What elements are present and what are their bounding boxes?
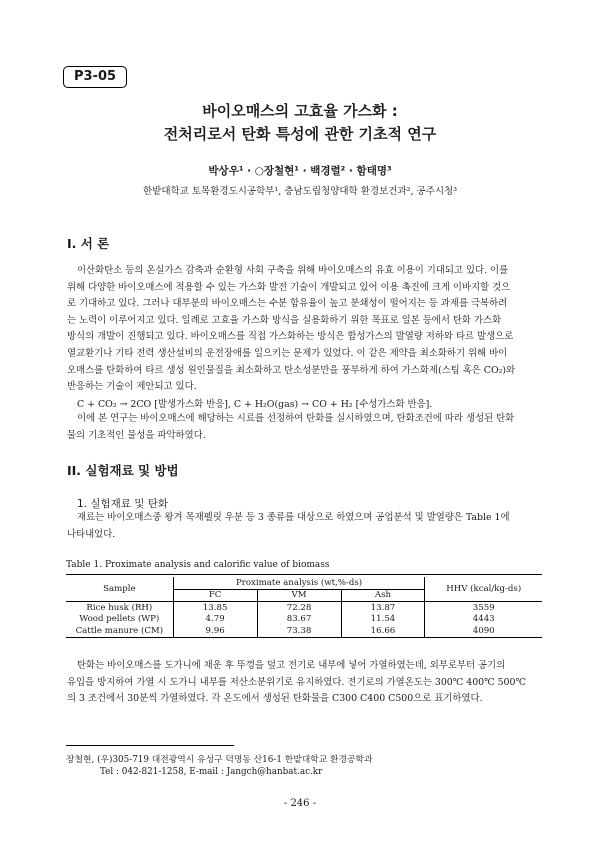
- text-line: 재료는 바이오매스중 왕겨 목재펠릿 우분 등 3 종류를 대상으로 하였으며 공업분석 및 발열량은 Table 1에: [77, 512, 510, 523]
- authors: 박상우¹ · ○장철현¹ · 백경렬² · 함태명³: [208, 165, 392, 177]
- table-header-vm: VM: [257, 589, 341, 602]
- carbonization-body: [67, 658, 537, 708]
- text-line: 탄화는 바이오매스를 도가니에 채운 후 뚜껑을 덮고 전기로 내부에 넣어 가열하였는데, 외부로부터 공기의: [77, 660, 506, 671]
- cell-vm: 83.67: [257, 614, 341, 626]
- text-line: 로 기대하고 있다. 그러나 대부분의 바이오매스는 수분 함유율이 높고 분쇄성이 떨어지는 등 과제를 극복하려: [67, 298, 508, 310]
- subsection-title: 1. 실험재료 및 탄화: [77, 498, 169, 510]
- paper-code-tag: P3-05: [63, 66, 127, 88]
- cell-hhv: 3559: [425, 602, 542, 614]
- table-row: [66, 614, 542, 626]
- cell-fc: 13.85: [173, 602, 257, 614]
- equation: C + CO₂ → 2CO [발생가스화 반응], C + H₂O(gas) → CO + H₂ [수성가스화 반응].: [77, 399, 433, 410]
- text-line: 이에 본 연구는 바이오매스에 해당하는 시료를 선정하여 탄화를 실시하였으며, 탄화조건에 따라 생성된 탄화: [77, 413, 515, 424]
- text-line: 위해 다양한 바이오매스에 적용할 수 있는 가스화 발전 기술이 개발되고 있어 이용 촉진에 크게 이바지할 것으: [67, 281, 511, 293]
- table-caption: Table 1. Proximate analysis and calorific value of biomass: [66, 560, 330, 570]
- table-header-proximate: Proximate analysis (wt,%-ds): [173, 577, 425, 589]
- introduction-body: [67, 263, 537, 396]
- table-header-sample: Sample: [103, 584, 136, 594]
- text-line: 나타내었다.: [67, 528, 116, 540]
- text-line: 는 노력이 이루어지고 있다. 일례로 고효율 가스화 방식을 실용화하기 위한 목표로 일본 등에서 탄화 가스화: [67, 314, 502, 326]
- section-title-materials: II. 실험재료 및 방법: [67, 463, 179, 478]
- table-row: [66, 625, 542, 637]
- title-line-1: 바이오매스의 고효율 가스화 :: [202, 102, 398, 120]
- text-line: 오매스를 탄화하여 타르 생성 원인물질을 최소화하고 탄소성분만을 풍부하게 하여 가스화제(스팀 혹은 CO₂)와: [67, 364, 516, 376]
- footnote-divider: [66, 745, 234, 746]
- text-line: 방식의 개발이 진행되고 있다. 바이오매스를 직접 가스화하는 방식은 합성가스의 발열량 저하와 타르 발생으로: [67, 331, 514, 343]
- table-row: [66, 602, 542, 614]
- footnote-contact: Tel : 042-821-1258, E-mail : Jangch@hanbat.ac.kr: [100, 767, 323, 777]
- cell-fc: 4.79: [173, 614, 257, 626]
- cell-sample: Cattle manure (CM): [75, 625, 164, 636]
- cell-fc: 9.96: [173, 625, 257, 637]
- text-line: 열교환기나 기타 전력 생산설비의 운전장애를 일으키는 문제가 있었다. 이 같은 제약을 최소화하기 위해 바이: [67, 347, 508, 359]
- text-line: 반응하는 기술이 제안되고 있다.: [67, 381, 197, 393]
- proximate-table: [66, 574, 542, 638]
- title-line-2: 전처리로서 탄화 특성에 관한 기초적 연구: [163, 125, 437, 143]
- text-line: 물의 기초적인 물성을 파악하였다.: [67, 429, 206, 441]
- page-number: - 246 -: [283, 798, 317, 809]
- cell-ash: 13.87: [341, 602, 425, 614]
- text-line: 의 3 조건에서 30분씩 가열하였다. 각 온도에서 생성된 탄화물을 C300 C400 C500으로 표기하였다.: [67, 693, 483, 705]
- cell-hhv: 4090: [425, 625, 542, 637]
- subsection-body: [67, 510, 537, 543]
- table-header-hhv: HHV (kcal/kg-ds): [425, 577, 542, 602]
- cell-sample: Wood pellets (WP): [79, 614, 160, 625]
- text-line: 유입을 방지하여 가열 시 도가니 내부를 저산소분위기로 유지하였다. 전기로의 가열온도는 300℃ 400℃ 500℃: [67, 676, 526, 688]
- cell-ash: 11.54: [341, 614, 425, 626]
- affiliation: 한밭대학교 토목환경도시공학부¹, 충남도립청양대학 환경보건과², 공주시청³: [142, 186, 458, 197]
- text-line: 이산화탄소 등의 온실가스 감축과 순환형 사회 구축을 위해 바이오매스의 유효 이용이 기대되고 있다. 이를: [77, 265, 509, 276]
- cell-vm: 73.38: [257, 625, 341, 637]
- cell-ash: 16.66: [341, 625, 425, 637]
- table-header-fc: FC: [173, 589, 257, 602]
- cell-sample: Rice husk (RH): [86, 602, 153, 613]
- section-title-introduction: I. 서 론: [67, 236, 110, 251]
- cell-vm: 72.28: [257, 602, 341, 614]
- table-header-ash: Ash: [341, 589, 425, 602]
- footnote-address: 장철현, (우)305-719 대전광역시 유성구 덕명동 산16-1 한밭대학교 환경공학과: [66, 755, 373, 765]
- cell-hhv: 4443: [425, 614, 542, 626]
- introduction-conclusion: [67, 411, 537, 444]
